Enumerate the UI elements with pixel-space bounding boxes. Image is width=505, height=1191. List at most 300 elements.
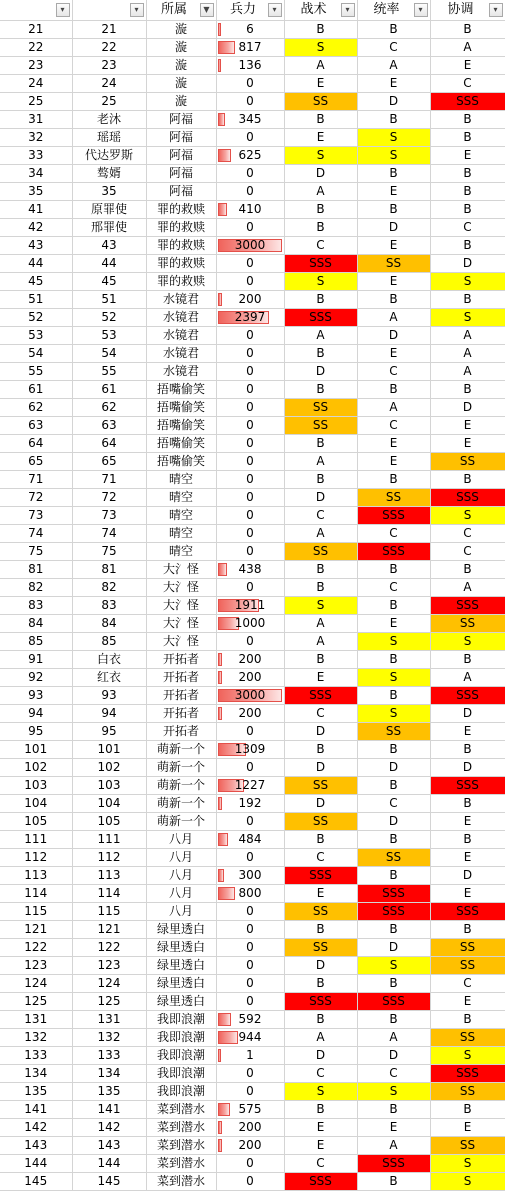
xietiao-cell[interactable]: SSS [430, 93, 505, 111]
bingli-cell[interactable] [216, 1101, 284, 1119]
xietiao-cell[interactable]: S [430, 1173, 505, 1191]
team-cell[interactable]: 开拓者 [146, 705, 216, 723]
tongshuai-cell[interactable]: B [357, 201, 430, 219]
tongshuai-cell[interactable]: D [357, 93, 430, 111]
filter-dropdown-button[interactable]: ▾ [130, 3, 144, 17]
tongshuai-cell[interactable]: C [357, 525, 430, 543]
xietiao-cell[interactable]: E [430, 1119, 505, 1137]
bingli-cell[interactable] [216, 723, 284, 741]
xietiao-cell[interactable]: SSS [430, 1065, 505, 1083]
tongshuai-cell[interactable]: C [357, 417, 430, 435]
team-cell[interactable]: 罪的救赎 [146, 201, 216, 219]
id-cell[interactable]: 113 [0, 867, 72, 885]
xietiao-cell[interactable]: B [430, 183, 505, 201]
team-cell[interactable]: 我即浪潮 [146, 1029, 216, 1047]
name-cell[interactable]: 122 [72, 939, 146, 957]
tongshuai-cell[interactable]: SS [357, 489, 430, 507]
id-cell[interactable]: 32 [0, 129, 72, 147]
zhanshu-cell[interactable]: B [284, 291, 357, 309]
id-cell[interactable]: 142 [0, 1119, 72, 1137]
tongshuai-cell[interactable]: B [357, 597, 430, 615]
team-cell[interactable]: 我即浪潮 [146, 1047, 216, 1065]
id-cell[interactable]: 31 [0, 111, 72, 129]
tongshuai-cell[interactable]: C [357, 579, 430, 597]
bingli-cell[interactable] [216, 75, 284, 93]
bingli-cell[interactable] [216, 831, 284, 849]
zhanshu-cell[interactable]: S [284, 147, 357, 165]
filter-dropdown-button[interactable]: ▾ [341, 3, 355, 17]
team-cell[interactable]: 绿里透白 [146, 975, 216, 993]
bingli-cell[interactable] [216, 885, 284, 903]
team-cell[interactable]: 罪的救赎 [146, 273, 216, 291]
team-cell[interactable]: 捂嘴偷笑 [146, 453, 216, 471]
bingli-cell[interactable] [216, 237, 284, 255]
tongshuai-cell[interactable]: D [357, 759, 430, 777]
name-cell[interactable]: 103 [72, 777, 146, 795]
team-cell[interactable]: 捂嘴偷笑 [146, 417, 216, 435]
zhanshu-cell[interactable]: SSS [284, 687, 357, 705]
xietiao-cell[interactable]: SS [430, 615, 505, 633]
name-cell[interactable]: 124 [72, 975, 146, 993]
id-cell[interactable]: 114 [0, 885, 72, 903]
team-cell[interactable]: 菜到潜水 [146, 1155, 216, 1173]
name-cell[interactable]: 邢罪使 [72, 219, 146, 237]
team-cell[interactable]: 绿里透白 [146, 921, 216, 939]
id-cell[interactable]: 54 [0, 345, 72, 363]
bingli-cell[interactable] [216, 759, 284, 777]
zhanshu-cell[interactable]: SSS [284, 1173, 357, 1191]
xietiao-cell[interactable]: E [430, 849, 505, 867]
xietiao-cell[interactable]: D [430, 705, 505, 723]
team-cell[interactable]: 八月 [146, 903, 216, 921]
bingli-cell[interactable] [216, 921, 284, 939]
xietiao-cell[interactable]: SS [430, 1137, 505, 1155]
name-cell[interactable]: 142 [72, 1119, 146, 1137]
zhanshu-cell[interactable]: E [284, 1137, 357, 1155]
id-cell[interactable]: 102 [0, 759, 72, 777]
id-cell[interactable]: 63 [0, 417, 72, 435]
id-cell[interactable]: 123 [0, 957, 72, 975]
zhanshu-cell[interactable]: B [284, 21, 357, 39]
name-cell[interactable]: 134 [72, 1065, 146, 1083]
zhanshu-cell[interactable]: E [284, 1119, 357, 1137]
zhanshu-cell[interactable]: B [284, 201, 357, 219]
bingli-cell[interactable] [216, 1155, 284, 1173]
tongshuai-cell[interactable]: S [357, 705, 430, 723]
team-cell[interactable]: 菜到潜水 [146, 1173, 216, 1191]
bingli-cell[interactable] [216, 939, 284, 957]
zhanshu-cell[interactable]: S [284, 39, 357, 57]
bingli-cell[interactable] [216, 507, 284, 525]
bingli-cell[interactable] [216, 651, 284, 669]
id-cell[interactable]: 55 [0, 363, 72, 381]
zhanshu-cell[interactable]: SS [284, 417, 357, 435]
xietiao-cell[interactable]: B [430, 1011, 505, 1029]
team-cell[interactable]: 八月 [146, 831, 216, 849]
team-cell[interactable]: 水镜君 [146, 327, 216, 345]
bingli-cell[interactable] [216, 453, 284, 471]
xietiao-cell[interactable]: A [430, 345, 505, 363]
team-cell[interactable]: 八月 [146, 885, 216, 903]
name-cell[interactable]: 原罪使 [72, 201, 146, 219]
id-cell[interactable]: 45 [0, 273, 72, 291]
name-cell[interactable]: 115 [72, 903, 146, 921]
tongshuai-cell[interactable]: B [357, 291, 430, 309]
tongshuai-cell[interactable]: S [357, 669, 430, 687]
team-cell[interactable]: 我即浪潮 [146, 1011, 216, 1029]
id-cell[interactable]: 25 [0, 93, 72, 111]
xietiao-cell[interactable]: B [430, 921, 505, 939]
id-cell[interactable]: 133 [0, 1047, 72, 1065]
zhanshu-cell[interactable]: B [284, 975, 357, 993]
xietiao-cell[interactable]: E [430, 435, 505, 453]
team-cell[interactable]: 绿里透白 [146, 957, 216, 975]
id-cell[interactable]: 112 [0, 849, 72, 867]
name-cell[interactable]: 24 [72, 75, 146, 93]
id-cell[interactable]: 74 [0, 525, 72, 543]
name-cell[interactable]: 51 [72, 291, 146, 309]
name-cell[interactable]: 73 [72, 507, 146, 525]
zhanshu-cell[interactable]: B [284, 579, 357, 597]
team-cell[interactable]: 绿里透白 [146, 939, 216, 957]
name-cell[interactable]: 45 [72, 273, 146, 291]
tongshuai-cell[interactable]: A [357, 1137, 430, 1155]
bingli-cell[interactable] [216, 615, 284, 633]
zhanshu-cell[interactable]: A [284, 615, 357, 633]
tongshuai-cell[interactable]: A [357, 57, 430, 75]
id-cell[interactable]: 52 [0, 309, 72, 327]
xietiao-cell[interactable]: SSS [430, 903, 505, 921]
xietiao-cell[interactable]: E [430, 723, 505, 741]
name-cell[interactable]: 82 [72, 579, 146, 597]
bingli-cell[interactable] [216, 183, 284, 201]
xietiao-cell[interactable]: B [430, 831, 505, 849]
id-cell[interactable]: 65 [0, 453, 72, 471]
name-cell[interactable]: 55 [72, 363, 146, 381]
team-cell[interactable]: 阿福 [146, 147, 216, 165]
tongshuai-cell[interactable]: B [357, 831, 430, 849]
id-cell[interactable]: 121 [0, 921, 72, 939]
xietiao-cell[interactable]: B [430, 201, 505, 219]
tongshuai-cell[interactable]: B [357, 921, 430, 939]
tongshuai-cell[interactable]: SSS [357, 543, 430, 561]
xietiao-cell[interactable]: E [430, 993, 505, 1011]
bingli-cell[interactable] [216, 1119, 284, 1137]
tongshuai-cell[interactable]: D [357, 219, 430, 237]
xietiao-cell[interactable]: A [430, 363, 505, 381]
team-cell[interactable]: 菜到潜水 [146, 1137, 216, 1155]
tongshuai-cell[interactable]: D [357, 327, 430, 345]
filter-dropdown-button[interactable]: ▾ [489, 3, 503, 17]
xietiao-cell[interactable]: SSS [430, 687, 505, 705]
zhanshu-cell[interactable]: A [284, 453, 357, 471]
tongshuai-cell[interactable]: S [357, 147, 430, 165]
id-cell[interactable]: 83 [0, 597, 72, 615]
bingli-cell[interactable] [216, 1173, 284, 1191]
name-cell[interactable]: 84 [72, 615, 146, 633]
bingli-cell[interactable] [216, 1083, 284, 1101]
id-cell[interactable]: 95 [0, 723, 72, 741]
xietiao-cell[interactable]: B [430, 1101, 505, 1119]
id-cell[interactable]: 62 [0, 399, 72, 417]
tongshuai-cell[interactable]: S [357, 1083, 430, 1101]
bingli-cell[interactable] [216, 813, 284, 831]
team-cell[interactable]: 漩 [146, 39, 216, 57]
tongshuai-cell[interactable]: B [357, 1101, 430, 1119]
id-cell[interactable]: 132 [0, 1029, 72, 1047]
bingli-cell[interactable] [216, 1137, 284, 1155]
tongshuai-cell[interactable]: A [357, 399, 430, 417]
bingli-cell[interactable] [216, 399, 284, 417]
name-cell[interactable]: 102 [72, 759, 146, 777]
xietiao-cell[interactable]: A [430, 669, 505, 687]
tongshuai-cell[interactable]: SSS [357, 507, 430, 525]
name-cell[interactable]: 125 [72, 993, 146, 1011]
tongshuai-cell[interactable]: SSS [357, 903, 430, 921]
team-cell[interactable]: 开拓者 [146, 669, 216, 687]
id-cell[interactable]: 124 [0, 975, 72, 993]
zhanshu-cell[interactable]: C [284, 1065, 357, 1083]
name-cell[interactable]: 54 [72, 345, 146, 363]
filter-dropdown-button[interactable]: ▾ [414, 3, 428, 17]
bingli-cell[interactable] [216, 795, 284, 813]
bingli-cell[interactable] [216, 741, 284, 759]
id-cell[interactable]: 105 [0, 813, 72, 831]
xietiao-cell[interactable]: S [430, 507, 505, 525]
bingli-cell[interactable] [216, 39, 284, 57]
bingli-cell[interactable] [216, 21, 284, 39]
name-cell[interactable]: 瑶瑶 [72, 129, 146, 147]
tongshuai-cell[interactable]: E [357, 273, 430, 291]
zhanshu-cell[interactable]: SSS [284, 309, 357, 327]
name-cell[interactable]: 骜婿 [72, 165, 146, 183]
bingli-cell[interactable] [216, 255, 284, 273]
id-cell[interactable]: 92 [0, 669, 72, 687]
name-cell[interactable]: 白衣 [72, 651, 146, 669]
id-cell[interactable]: 51 [0, 291, 72, 309]
xietiao-cell[interactable]: B [430, 21, 505, 39]
xietiao-cell[interactable]: E [430, 885, 505, 903]
tongshuai-cell[interactable]: E [357, 183, 430, 201]
id-cell[interactable]: 103 [0, 777, 72, 795]
name-cell[interactable]: 93 [72, 687, 146, 705]
team-cell[interactable]: 漩 [146, 21, 216, 39]
bingli-cell[interactable] [216, 57, 284, 75]
zhanshu-cell[interactable]: SSS [284, 867, 357, 885]
name-cell[interactable]: 141 [72, 1101, 146, 1119]
bingli-cell[interactable] [216, 1011, 284, 1029]
name-cell[interactable]: 145 [72, 1173, 146, 1191]
zhanshu-cell[interactable]: A [284, 327, 357, 345]
tongshuai-cell[interactable]: E [357, 75, 430, 93]
id-cell[interactable]: 61 [0, 381, 72, 399]
id-cell[interactable]: 143 [0, 1137, 72, 1155]
zhanshu-cell[interactable]: D [284, 795, 357, 813]
bingli-cell[interactable] [216, 111, 284, 129]
zhanshu-cell[interactable]: A [284, 525, 357, 543]
name-cell[interactable]: 71 [72, 471, 146, 489]
name-cell[interactable]: 114 [72, 885, 146, 903]
zhanshu-cell[interactable]: E [284, 885, 357, 903]
id-cell[interactable]: 42 [0, 219, 72, 237]
xietiao-cell[interactable]: E [430, 147, 505, 165]
tongshuai-cell[interactable]: S [357, 957, 430, 975]
xietiao-cell[interactable]: C [430, 543, 505, 561]
id-cell[interactable]: 85 [0, 633, 72, 651]
bingli-cell[interactable] [216, 705, 284, 723]
xietiao-cell[interactable]: B [430, 237, 505, 255]
id-cell[interactable]: 23 [0, 57, 72, 75]
team-cell[interactable]: 萌新一个 [146, 777, 216, 795]
team-cell[interactable]: 漩 [146, 57, 216, 75]
xietiao-cell[interactable]: B [430, 561, 505, 579]
id-cell[interactable]: 41 [0, 201, 72, 219]
tongshuai-cell[interactable]: B [357, 111, 430, 129]
zhanshu-cell[interactable]: SS [284, 543, 357, 561]
name-cell[interactable]: 63 [72, 417, 146, 435]
zhanshu-cell[interactable]: SS [284, 813, 357, 831]
team-cell[interactable]: 开拓者 [146, 723, 216, 741]
tongshuai-cell[interactable]: SS [357, 849, 430, 867]
id-cell[interactable]: 145 [0, 1173, 72, 1191]
team-cell[interactable]: 罪的救赎 [146, 237, 216, 255]
team-cell[interactable]: 漩 [146, 75, 216, 93]
zhanshu-cell[interactable]: A [284, 1029, 357, 1047]
xietiao-cell[interactable]: B [430, 381, 505, 399]
xietiao-cell[interactable]: A [430, 39, 505, 57]
name-cell[interactable]: 25 [72, 93, 146, 111]
team-cell[interactable]: 晴空 [146, 489, 216, 507]
filter-dropdown-button[interactable]: ▾ [56, 3, 70, 17]
tongshuai-cell[interactable]: B [357, 741, 430, 759]
bingli-cell[interactable] [216, 417, 284, 435]
zhanshu-cell[interactable]: E [284, 129, 357, 147]
tongshuai-cell[interactable]: C [357, 1065, 430, 1083]
id-cell[interactable]: 24 [0, 75, 72, 93]
tongshuai-cell[interactable]: B [357, 381, 430, 399]
zhanshu-cell[interactable]: S [284, 273, 357, 291]
team-cell[interactable]: 捂嘴偷笑 [146, 399, 216, 417]
team-cell[interactable]: 大氵怪 [146, 597, 216, 615]
team-cell[interactable]: 罪的救赎 [146, 219, 216, 237]
team-cell[interactable]: 晴空 [146, 543, 216, 561]
team-cell[interactable]: 大氵怪 [146, 579, 216, 597]
xietiao-cell[interactable]: D [430, 255, 505, 273]
tongshuai-cell[interactable]: B [357, 975, 430, 993]
bingli-cell[interactable] [216, 327, 284, 345]
tongshuai-cell[interactable]: D [357, 939, 430, 957]
tongshuai-cell[interactable]: C [357, 39, 430, 57]
id-cell[interactable]: 115 [0, 903, 72, 921]
name-cell[interactable]: 代达罗斯 [72, 147, 146, 165]
id-cell[interactable]: 91 [0, 651, 72, 669]
zhanshu-cell[interactable]: C [284, 1155, 357, 1173]
zhanshu-cell[interactable]: A [284, 633, 357, 651]
zhanshu-cell[interactable]: C [284, 849, 357, 867]
name-cell[interactable]: 35 [72, 183, 146, 201]
tongshuai-cell[interactable]: SSS [357, 1155, 430, 1173]
id-cell[interactable]: 135 [0, 1083, 72, 1101]
name-cell[interactable]: 83 [72, 597, 146, 615]
name-cell[interactable]: 64 [72, 435, 146, 453]
name-cell[interactable]: 62 [72, 399, 146, 417]
xietiao-cell[interactable]: B [430, 111, 505, 129]
filter-dropdown-button[interactable]: ▾ [268, 3, 282, 17]
bingli-cell[interactable] [216, 381, 284, 399]
name-cell[interactable]: 94 [72, 705, 146, 723]
xietiao-cell[interactable]: C [430, 975, 505, 993]
zhanshu-cell[interactable]: B [284, 219, 357, 237]
tongshuai-cell[interactable]: SS [357, 723, 430, 741]
tongshuai-cell[interactable]: A [357, 1029, 430, 1047]
bingli-cell[interactable] [216, 561, 284, 579]
xietiao-cell[interactable]: SSS [430, 489, 505, 507]
bingli-cell[interactable] [216, 201, 284, 219]
tongshuai-cell[interactable]: B [357, 561, 430, 579]
zhanshu-cell[interactable]: SS [284, 93, 357, 111]
xietiao-cell[interactable]: B [430, 129, 505, 147]
zhanshu-cell[interactable]: B [284, 831, 357, 849]
zhanshu-cell[interactable]: SSS [284, 993, 357, 1011]
name-cell[interactable]: 23 [72, 57, 146, 75]
team-cell[interactable]: 阿福 [146, 129, 216, 147]
xietiao-cell[interactable]: B [430, 795, 505, 813]
zhanshu-cell[interactable]: SS [284, 903, 357, 921]
name-cell[interactable]: 75 [72, 543, 146, 561]
name-cell[interactable]: 44 [72, 255, 146, 273]
name-cell[interactable]: 132 [72, 1029, 146, 1047]
tongshuai-cell[interactable]: B [357, 21, 430, 39]
name-cell[interactable]: 133 [72, 1047, 146, 1065]
zhanshu-cell[interactable]: B [284, 381, 357, 399]
name-cell[interactable]: 红衣 [72, 669, 146, 687]
id-cell[interactable]: 122 [0, 939, 72, 957]
id-cell[interactable]: 34 [0, 165, 72, 183]
bingli-cell[interactable] [216, 525, 284, 543]
team-cell[interactable]: 我即浪潮 [146, 1065, 216, 1083]
tongshuai-cell[interactable]: B [357, 867, 430, 885]
name-cell[interactable]: 85 [72, 633, 146, 651]
team-cell[interactable]: 八月 [146, 849, 216, 867]
tongshuai-cell[interactable]: B [357, 687, 430, 705]
xietiao-cell[interactable]: S [430, 1155, 505, 1173]
xietiao-cell[interactable]: C [430, 75, 505, 93]
team-cell[interactable]: 开拓者 [146, 687, 216, 705]
name-cell[interactable]: 老沐 [72, 111, 146, 129]
xietiao-cell[interactable]: C [430, 525, 505, 543]
zhanshu-cell[interactable]: B [284, 111, 357, 129]
xietiao-cell[interactable]: D [430, 399, 505, 417]
id-cell[interactable]: 35 [0, 183, 72, 201]
zhanshu-cell[interactable]: D [284, 363, 357, 381]
zhanshu-cell[interactable]: C [284, 237, 357, 255]
id-cell[interactable]: 64 [0, 435, 72, 453]
team-cell[interactable]: 晴空 [146, 471, 216, 489]
bingli-cell[interactable] [216, 219, 284, 237]
team-cell[interactable]: 漩 [146, 93, 216, 111]
bingli-cell[interactable] [216, 579, 284, 597]
team-cell[interactable]: 萌新一个 [146, 795, 216, 813]
zhanshu-cell[interactable]: S [284, 1083, 357, 1101]
zhanshu-cell[interactable]: D [284, 489, 357, 507]
xietiao-cell[interactable]: E [430, 813, 505, 831]
tongshuai-cell[interactable]: S [357, 633, 430, 651]
id-cell[interactable]: 141 [0, 1101, 72, 1119]
xietiao-cell[interactable]: A [430, 327, 505, 345]
bingli-cell[interactable] [216, 777, 284, 795]
team-cell[interactable]: 萌新一个 [146, 813, 216, 831]
id-cell[interactable]: 72 [0, 489, 72, 507]
